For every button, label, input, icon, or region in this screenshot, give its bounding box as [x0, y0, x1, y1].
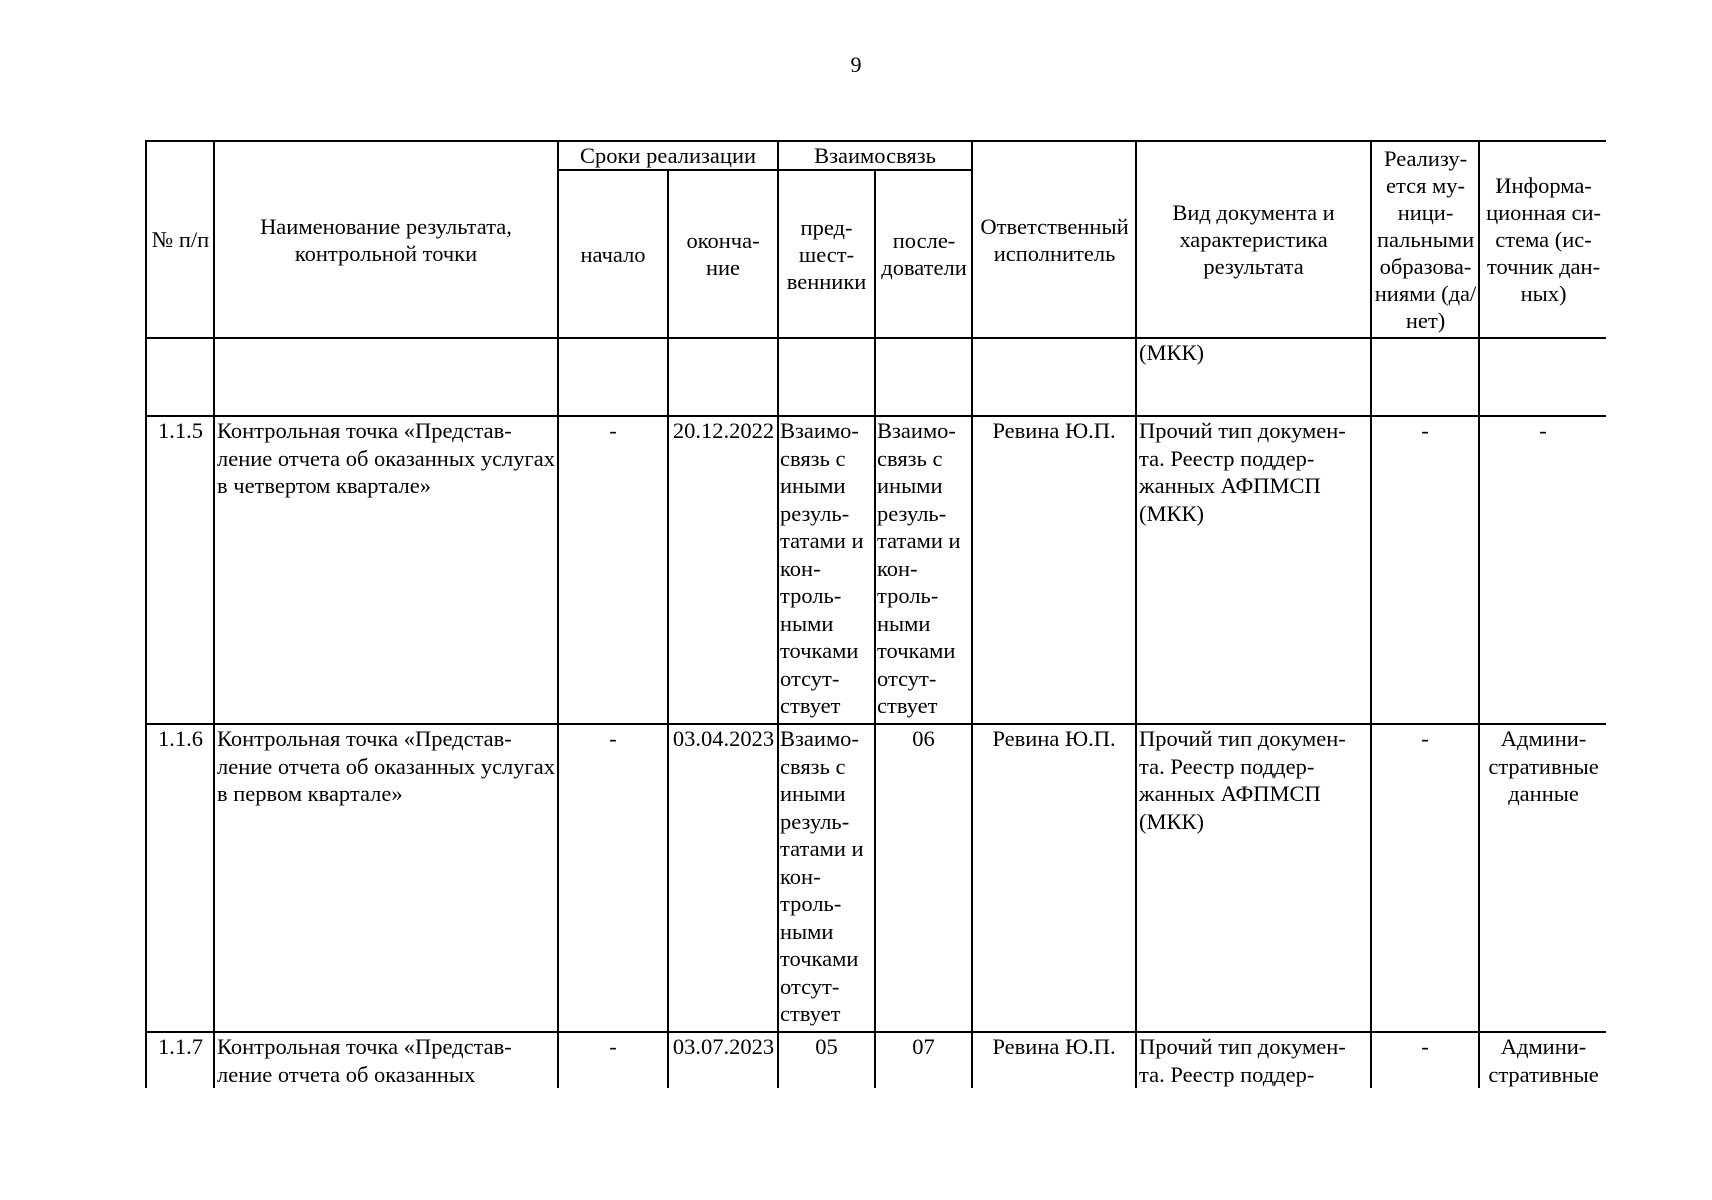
- cell-municipal: [1371, 338, 1479, 416]
- cell-predecessors: [778, 338, 875, 416]
- cell-predecessors: Взаимо-связь с иными резуль-татами и кон-троль-ными точками отсут-ствует: [778, 416, 875, 724]
- cell-info-system: -: [1479, 416, 1606, 724]
- cell-name: Контрольная точка «Представ-ление отчета об оказанных услугах в четвертом квартале»: [214, 416, 558, 724]
- cell-predecessors: Взаимо-связь с иными резуль-татами и кон-троль-ными точками отсут-ствует: [778, 724, 875, 1032]
- cell-doc-type: Прочий тип докумен-та. Реестр поддер-жанных АФПМСП (МКК): [1136, 416, 1371, 724]
- cell-info-system: [1479, 338, 1606, 416]
- table-row: [146, 724, 1606, 1032]
- cell-municipal: -: [1371, 1032, 1479, 1088]
- header-municipal: Реализу-ется му-ници-пальными образова-ниями (да/нет): [1371, 141, 1479, 338]
- header-doc-type: Вид документа и характеристика результата: [1136, 141, 1371, 338]
- cell-doc-type: Прочий тип докумен-та. Реестр поддер-: [1136, 1032, 1371, 1088]
- header-predecessors: пред-шест-венники: [778, 170, 875, 338]
- header-start: начало: [558, 170, 668, 338]
- header-terms: Сроки реализации: [558, 141, 778, 170]
- table-header-row: [146, 141, 1606, 170]
- header-name: Наименование результата, контрольной точки: [214, 141, 558, 338]
- results-table: [145, 140, 1606, 1088]
- cell-start: -: [558, 416, 668, 724]
- cell-successors: 06: [875, 724, 972, 1032]
- cell-start: -: [558, 724, 668, 1032]
- cell-num: 1.1.7: [146, 1032, 214, 1088]
- header-info-system: Информа-ционная си-стема (ис-точник дан-ных): [1479, 141, 1606, 338]
- cell-successors: Взаимо-связь с иными резуль-татами и кон-троль-ными точками отсут-ствует: [875, 416, 972, 724]
- cell-name: Контрольная точка «Представ-ление отчета об оказанных услугах в первом квартале»: [214, 724, 558, 1032]
- header-num: № п/п: [146, 141, 214, 338]
- cell-num: [146, 338, 214, 416]
- document-sheet: [145, 140, 1606, 1088]
- cell-municipal: -: [1371, 416, 1479, 724]
- cell-doc-type: (МКК): [1136, 338, 1371, 416]
- cell-name: Контрольная точка «Представ-ление отчета об оказанных: [214, 1032, 558, 1088]
- cell-responsible: [972, 338, 1136, 416]
- table-row: [146, 1032, 1606, 1088]
- cell-successors: [875, 338, 972, 416]
- cell-info-system: Админи-стративные: [1479, 1032, 1606, 1088]
- cell-name: [214, 338, 558, 416]
- header-responsible: Ответственный исполнитель: [972, 141, 1136, 338]
- cell-end: [668, 338, 778, 416]
- header-end: оконча-ние: [668, 170, 778, 338]
- page-number: 9: [850, 52, 862, 77]
- continuation-row: [146, 338, 1606, 416]
- cell-responsible: Ревина Ю.П.: [972, 1032, 1136, 1088]
- cell-end: 03.04.2023: [668, 724, 778, 1032]
- cell-num: 1.1.5: [146, 416, 214, 724]
- cell-predecessors: 05: [778, 1032, 875, 1088]
- header-successors: после-дователи: [875, 170, 972, 338]
- cell-end: 03.07.2023: [668, 1032, 778, 1088]
- cell-info-system: Админи-стративные данные: [1479, 724, 1606, 1032]
- cell-start: -: [558, 1032, 668, 1088]
- cell-responsible: Ревина Ю.П.: [972, 416, 1136, 724]
- cell-start: [558, 338, 668, 416]
- cell-successors: 07: [875, 1032, 972, 1088]
- header-relation: Взаимосвязь: [778, 141, 972, 170]
- cell-doc-type: Прочий тип докумен-та. Реестр поддер-жанных АФПМСП (МКК): [1136, 724, 1371, 1032]
- table-row: [146, 416, 1606, 724]
- cell-end: 20.12.2022: [668, 416, 778, 724]
- cell-num: 1.1.6: [146, 724, 214, 1032]
- cell-responsible: Ревина Ю.П.: [972, 724, 1136, 1032]
- cell-municipal: -: [1371, 724, 1479, 1032]
